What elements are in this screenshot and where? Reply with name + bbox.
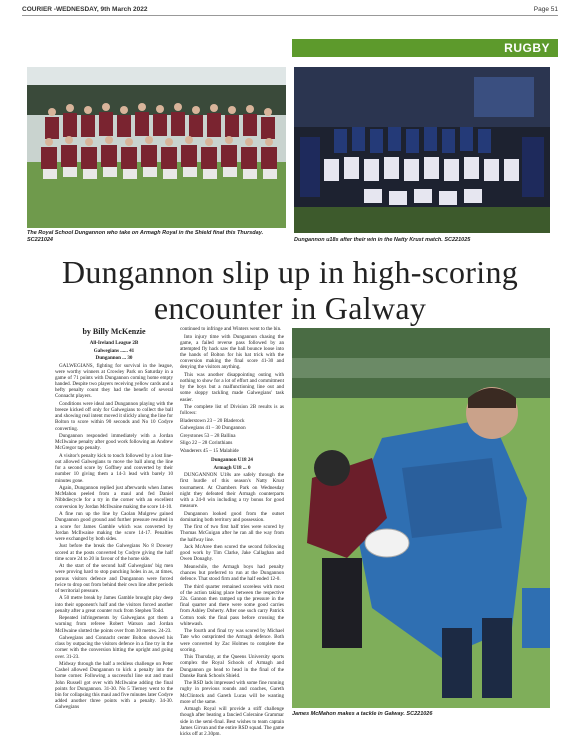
section-label: RUGBY bbox=[504, 41, 550, 55]
paragraph: The first of two first half tries were scored by Thomas McGuigan after he ran all the way from the halfway line. bbox=[180, 524, 284, 543]
result-line: Wanderers 45 – 15 Malahide bbox=[180, 447, 239, 454]
paragraph: This was another disappointing outing with nothing to show for a lot of effort and commitment by the boys but a malfunctioning line out and some sloppy tackling made Galwegians' task easier. bbox=[180, 371, 284, 403]
paragraph: Galwegians and Connacht center Bolton showed his class by outpacing the visitors defence in a fine try in the corner with the conversion hitting the upright and going over. 31-23. bbox=[55, 635, 173, 660]
paragraph: Just before the break the Galwegians No 8 Dowsey scored at the posts converted by Codyre giving the half time score 24 to 20 in favour of the home side. bbox=[55, 543, 173, 562]
paragraph: continued to infringe and Winters went to the bin. bbox=[180, 326, 282, 332]
result-line: Galwegians 41 – 30 Dungannon bbox=[180, 425, 246, 432]
result-line: Sligo 22 – 28 Corinthians bbox=[180, 440, 233, 447]
paragraph: Repeated infringements by Galwegians got them a warning from referee Robert Watson and Jordan McIlwaine slotted the points over from 30 metres. 24-23. bbox=[55, 615, 173, 634]
paragraph: A fine run up the line by Caolan Mulgrew gained Dungannon good ground and further pressure resulted in a score for James Gamble which was converted by Jordan McIlwaine making the score 14-17. Penalties were exchanged by both sides. bbox=[55, 511, 173, 542]
article-column-2 bbox=[180, 326, 284, 739]
paragraph: DUNGANNON U18s are safely through the first hurdle of this season's Natty Krust tournament. At Chambers Park on Wednesday night they defeated their Armagh counterparts with a 24-0 win including a try bonus for good measure. bbox=[180, 472, 284, 509]
paragraph: Dungannon responded immediately with a Jordan McIlwaine penalty after good work following an Andrew McGregor tap penalty. bbox=[55, 433, 173, 452]
paragraph: The fourth and final try was scored by Michael Tate who outsprinted the Armagh defence. Both were converted by Zac Holmes to complete the scoring. bbox=[180, 628, 284, 653]
paragraph: Armagh Royal will provide a stiff challenge though after beating a fancied Coleraine Grammar side in the semi-final. Best wishes to team captain James Girvan and the entire RSD squad. The game kicks off at 2.30pm. bbox=[180, 706, 284, 737]
page-number: Page 51 bbox=[533, 6, 558, 13]
article-column-1 bbox=[55, 326, 173, 712]
paragraph: Dungannon looked good from the outset dominating both territory and possession. bbox=[180, 510, 284, 523]
tackle-action-photo bbox=[292, 328, 550, 708]
paragraph: The RSD lads impressed with some fine running rugby in previous rounds and coaches, Gareth McClintock and Gareth Lucas will be wanting more of the same. bbox=[180, 680, 284, 705]
paper-date: COURIER -WEDNESDAY, 9th March 2022 bbox=[22, 6, 148, 13]
paragraph: GALWEGIANS, fighting for survival in the league, were worthy winners at Crowley Park on Saturday in a game of 71 points with Dungannon coming home empty handed. Despite two players receiving yellow cards and a hefty penalty count they had the benefit of several Connacht players. bbox=[55, 362, 173, 400]
paragraph: Midway through the half a reckless challenge on Peter Cashel allowed Dungannon to kick a penalty into the home corner. Following a successful line out and maul John Russell got over with McIlwaine adding the final points for Dungannon. 31-30. No 5 Tierney went to the bin for collapsing this maul and five minutes later Codyre added another three points with a penalty. 34-30. Galwegians bbox=[55, 661, 173, 711]
league-title: All-Ireland League 2B bbox=[89, 340, 139, 346]
byline: by Billy McKenzie bbox=[82, 327, 146, 336]
score-line-2: Dungannon ... 30 bbox=[95, 355, 133, 362]
paragraph: The complete list of Division 2B results is as follows: bbox=[180, 404, 284, 417]
paragraph: Jack McAree then scored the second following good work by Tim Clarke, Jake Callaghan and Owen Donaghy. bbox=[180, 544, 284, 563]
paragraph: Again, Dungannon replied just afterwards when James McMahon peeled from a maul and fed Daniel Nibbdiecycle for a try in the corner with an excellent conversion by Jordan McIlwaine making the score 14-10. bbox=[55, 485, 173, 510]
u18-title: Dungannon U18 24 bbox=[211, 457, 253, 464]
u18-subtitle: Armagh U18 ... 0 bbox=[213, 464, 251, 471]
paragraph: Conditions were ideal and Dungannon playing with the breeze kicked off only for Galwegians to collect the ball and showing real intent moved it slickly along the line for Bolton to score within 90 seconds and No 10 Codyre converting. bbox=[55, 400, 173, 432]
paragraph: At the start of the second half Galwegians' big men were proving hard to stop punching holes in as, at times, porous visitors defence and Dungannon were forced twice to drop out from behind their own line after periods of territorial pressure. bbox=[55, 563, 173, 594]
score-line-1: Galwegians ...... 41 bbox=[93, 347, 135, 354]
result-line: Greystones 53 – 28 Ballina bbox=[180, 432, 236, 439]
paragraph: This Thursday, at the Queens University sports complex the Royal Schools of Armagh and Dungannon go head to head in the final of the Danske Bank Schools Shield. bbox=[180, 654, 284, 679]
paragraph: A visitor's penalty kick to touch followed by a lost line-out allowed Galwegians to move the ball along the line for a second score by Goffney and converted by their number 10 giving them a 14-3 lead with barely 10 minutes gone. bbox=[55, 453, 173, 484]
tackle-caption: James McMahon makes a tackle in Galway. SC221026 bbox=[292, 711, 433, 717]
masthead-rule bbox=[22, 15, 558, 16]
school-team-photo bbox=[27, 67, 286, 228]
headline: Dungannon slip up in high-scoring encounter in Galway bbox=[61, 254, 519, 326]
u18-team-caption: Dungannon u18s after their win in the Natty Krust match. SC221025 bbox=[294, 237, 471, 243]
paragraph: A 50 metre break by James Gamble brought play deep into their opponent's half and the visitors forced another penalty after a great counter ruck from Stephen Todd. bbox=[55, 595, 173, 614]
paragraph: Meanwhile, the Armagh boys had penalty chances but preferred to run at the Dungannon defence. That stood firm and the half ended 12-0. bbox=[180, 563, 284, 583]
paragraph: Into injury time with Dungannon chasing the game, a failed reverse pass followed by an attempted fly hack saw the ball bounce loose into the hands of Bolton for his hat trick with the conversion making the final score 41-30 and denying the visitors anything. bbox=[180, 333, 284, 371]
section-bar bbox=[292, 39, 558, 57]
paragraph: The third quarter remained scoreless with most of the action taking place between the respective 22s. Gannon then ramped up the pressure in the final quarter and there were some good carries from Ashley Doherty. After one such carry Patrick Cotton took the final pass before crossing the whitewash. bbox=[180, 583, 284, 627]
result-line: Bladerstown 23 – 20 Bladerock bbox=[180, 417, 245, 424]
u18-team-photo bbox=[294, 67, 550, 233]
school-team-caption: The Royal School Dungannon who take on Armagh Royal in the Shield final this Thursday. SC221024 bbox=[27, 230, 264, 243]
